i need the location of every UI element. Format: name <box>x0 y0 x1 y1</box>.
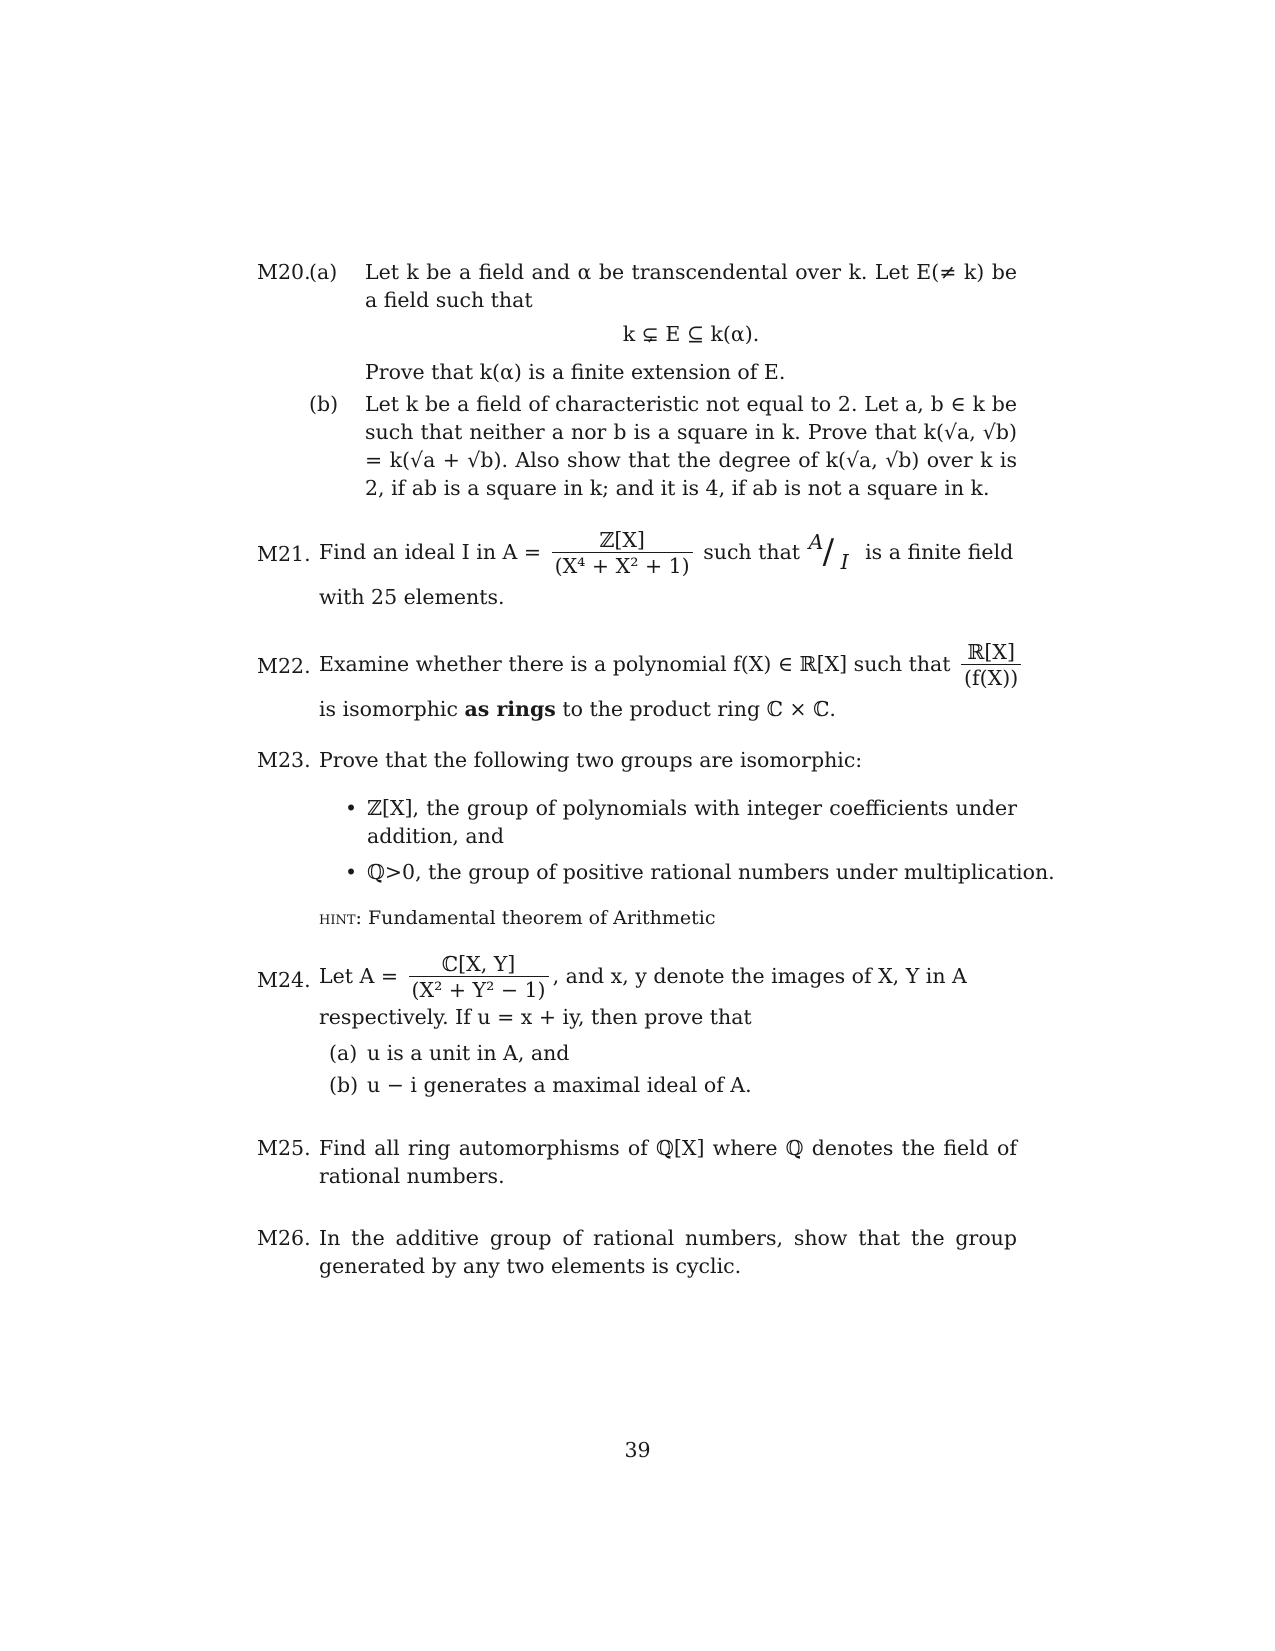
numerator: ℝ[X] <box>967 640 1015 664</box>
problem-m26 <box>257 1224 1017 1280</box>
bullet-icon: • <box>345 796 358 820</box>
part-label: (a) <box>309 260 338 284</box>
quotient <box>807 529 859 574</box>
problem-line <box>319 528 1017 579</box>
problem-text: Find all ring automorphisms of ℚ[X] where ℚ denotes the field of rational numbers. <box>319 1136 1017 1188</box>
part-label: (a) <box>329 1041 358 1065</box>
bold-text: as rings <box>464 697 556 721</box>
problem-label: M20. <box>257 260 311 284</box>
problem-label: M24. <box>257 968 311 992</box>
problem-label: M26. <box>257 1226 311 1250</box>
display-math: k ⊊ E ⊆ k(α). <box>622 322 760 346</box>
problem-m23 <box>257 746 1055 932</box>
part-a <box>309 258 1017 386</box>
problem-text: such that <box>703 540 801 564</box>
part-a <box>319 1039 1017 1067</box>
numerator: ℂ[X, Y] <box>441 952 516 976</box>
part-text: u is a unit in A, and <box>367 1041 570 1065</box>
page-number: 39 <box>624 1438 651 1462</box>
part-label: (b) <box>329 1073 359 1097</box>
quotient-ring: A <box>808 529 824 554</box>
fraction <box>409 952 549 1003</box>
problem-text: is isomorphic <box>319 697 458 721</box>
fraction <box>961 640 1021 691</box>
numerator: ℤ[X] <box>599 528 645 552</box>
problem-line <box>319 640 1017 691</box>
problem-m24 <box>257 952 1017 1099</box>
quotient-ideal: I <box>840 549 849 574</box>
problem-text: , and x, y denote the images of X, Y in A <box>552 964 967 988</box>
part-text: Prove that k(α) is a finite extension of E. <box>365 360 786 384</box>
part-b <box>319 1071 1017 1099</box>
problem-text: to the product ring ℂ × ℂ. <box>562 697 836 721</box>
part-b <box>309 390 1017 502</box>
problem-m21 <box>257 528 1017 611</box>
problem-label: M22. <box>257 654 311 678</box>
list-item-text: ℤ[X], the group of polynomials with integer coefficients under addition, and <box>367 796 1017 848</box>
part-text: Let k be a field of characteristic not equal to 2. Let a, b ∈ k be such that neither a nor b is a square in k. Prove that k(√a, √b) = k(√a + √b). Also show that the degree of k(√a, √b) over k is 2, if ab is a square in k; and it is 4, if ab is not a square in k. <box>365 392 1017 500</box>
list-item-text: ℚ>0, the group of positive rational numbers under multiplication. <box>367 860 1055 884</box>
slash: / <box>822 531 835 572</box>
problem-text: Examine whether there is a polynomial f(X) ∈ ℝ[X] such that <box>319 652 951 676</box>
hint <box>319 904 1017 932</box>
problem-line <box>319 952 1017 1003</box>
problem-text: Find an ideal I in A = <box>319 540 542 564</box>
hint-text: : Fundamental theorem of Arithmetic <box>355 907 716 929</box>
problem-label: M21. <box>257 542 311 566</box>
problem-label: M23. <box>257 748 311 772</box>
list-item <box>319 794 1017 850</box>
problem-text: with 25 elements. <box>319 585 505 609</box>
problem-text: In the additive group of rational numbers, show that the group generated by any two elements is cyclic. <box>319 1226 1017 1278</box>
problem-m22 <box>257 640 1017 723</box>
part-label: (b) <box>309 392 339 416</box>
problem-text: Let A = <box>319 964 398 988</box>
problem-m25 <box>257 1134 1017 1190</box>
problem-text: Prove that the following two groups are isomorphic: <box>319 748 863 772</box>
part-text: u − i generates a maximal ideal of A. <box>367 1073 752 1097</box>
problem-text: is a finite field <box>865 540 1014 564</box>
part-text: Let k be a field and α be transcendental over k. Let E(≠ k) be a field such that <box>365 260 1017 312</box>
problem-label: M25. <box>257 1136 311 1160</box>
problem-text: respectively. If u = x + iy, then prove that <box>319 1005 752 1029</box>
fraction <box>552 528 693 579</box>
list-item <box>319 858 1055 886</box>
bullet-icon: • <box>345 860 358 884</box>
problem-line <box>319 695 1017 723</box>
denominator: (f(X)) <box>961 664 1021 691</box>
problem-m20 <box>257 258 1017 502</box>
hint-keyword: hint <box>319 907 356 929</box>
denominator: (X⁴ + X² + 1) <box>552 552 693 579</box>
denominator: (X² + Y² − 1) <box>409 976 549 1003</box>
